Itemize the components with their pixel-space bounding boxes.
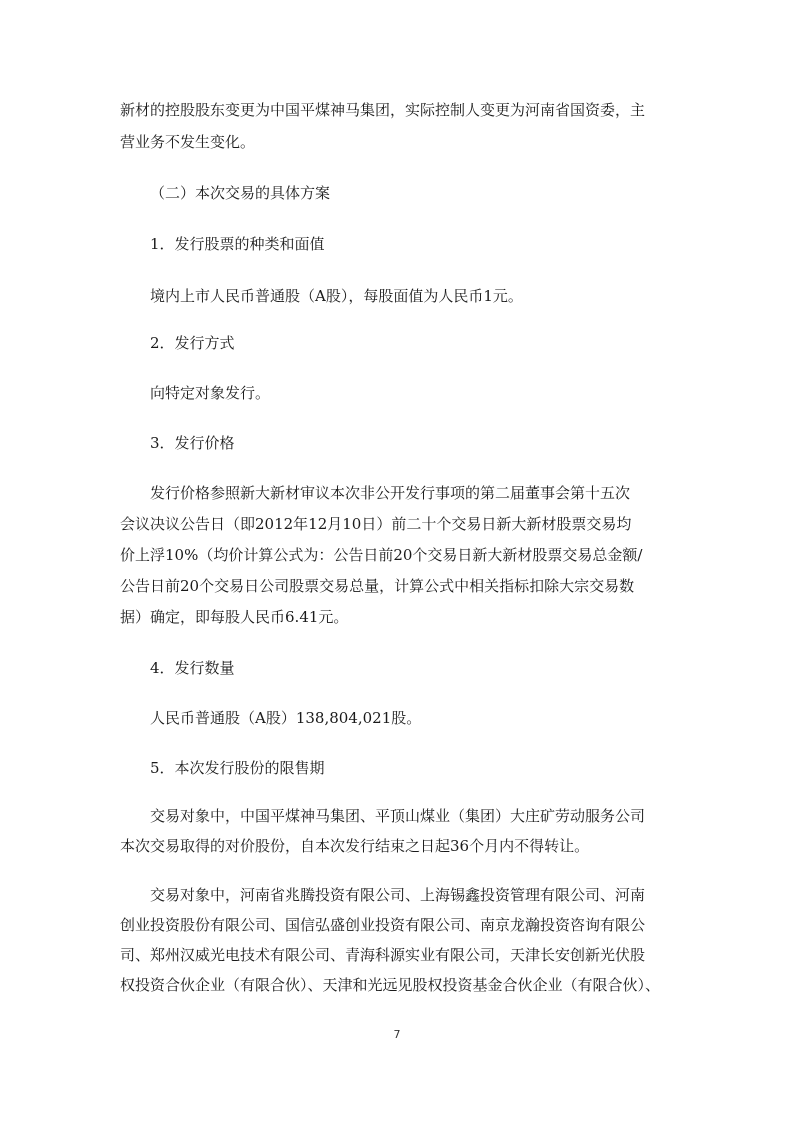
paragraph-line: 向特定对象发行。 (150, 384, 271, 402)
paragraph-line: 价上浮10%（均价计算公式为：公告日前20个交易日新大新材股票交易总金额/ (120, 546, 643, 564)
paragraph-line: 境内上市人民币普通股（A股），每股面值为人民币1元。 (150, 287, 523, 305)
paragraph-line: 发行价格参照新大新材审议本次非公开发行事项的第二届董事会第十五次 (150, 484, 631, 502)
paragraph-line: 据）确定，即每股人民币6.41元。 (120, 608, 349, 626)
paragraph-line: 司、郑州汉威光电技术有限公司、青海科源实业有限公司，天津长安创新光伏股 (120, 946, 646, 964)
paragraph-line: 公告日前20个交易日公司股票交易总量，计算公式中相关指标扣除大宗交易数 (120, 577, 635, 595)
paragraph-line: 交易对象中，河南省兆腾投资有限公司、上海锡鑫投资管理有限公司、河南 (150, 886, 646, 904)
paragraph-line: 权投资合伙企业（有限合伙）、天津和光远见股权投资基金合伙企业（有限合伙）、 (120, 976, 661, 994)
paragraph-line: 交易对象中，中国平煤神马集团、平顶山煤业（集团）大庄矿劳动服务公司 (150, 807, 646, 825)
paragraph-line: 新材的控股股东变更为中国平煤神马集团，实际控制人变更为河南省国资委，主 (120, 101, 646, 119)
section-heading: （二）本次交易的具体方案 (150, 184, 331, 202)
paragraph-line: 营业务不发生变化。 (120, 133, 256, 151)
paragraph-line: 本次交易取得的对价股份，自本次发行结束之日起36个月内不得转让。 (120, 837, 590, 855)
subsection-heading: 1．发行股票的种类和面值 (150, 235, 325, 253)
paragraph-line: 人民币普通股（A股）138,804,021股。 (150, 709, 422, 727)
subsection-heading: 5．本次发行股份的限售期 (150, 759, 325, 777)
subsection-heading: 2．发行方式 (150, 334, 235, 352)
subsection-heading: 3．发行价格 (150, 434, 235, 452)
paragraph-line: 创业投资股份有限公司、国信弘盛创业投资有限公司、南京龙瀚投资咨询有限公 (120, 916, 646, 934)
page-number: 7 (393, 1028, 401, 1041)
paragraph-line: 会议决议公告日（即2012年12月10日）前二十个交易日新大新材股票交易均 (120, 515, 632, 533)
subsection-heading: 4．发行数量 (150, 659, 235, 677)
